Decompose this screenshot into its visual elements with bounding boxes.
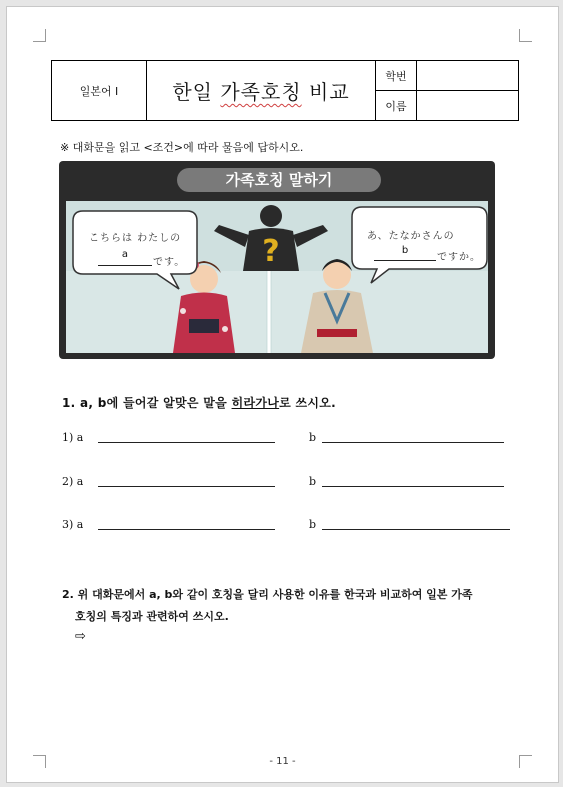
answer-arrow-icon: ⇨ <box>75 629 86 644</box>
crop-mark-top-right <box>519 29 532 42</box>
bubble-right-line2: ですか。 <box>437 252 481 263</box>
question-1-pre: 1. a, b에 들어갈 알맞은 말을 <box>62 396 232 410</box>
blank-a: a <box>98 247 152 266</box>
title-prefix: 한일 <box>172 80 221 104</box>
worksheet-header-table <box>51 60 519 121</box>
answer-row-1-a-line[interactable] <box>98 441 275 443</box>
student-id-label: 학번 <box>385 69 407 83</box>
answer-row-3-b-line[interactable] <box>322 528 510 530</box>
name-field[interactable] <box>417 91 519 121</box>
student-id-field[interactable] <box>417 61 519 91</box>
name-label-cell <box>376 91 417 121</box>
title-suffix: 비교 <box>301 80 350 104</box>
title-cell <box>147 61 376 121</box>
question-2-line1: 2. 위 대화문에서 a, b와 같이 호칭을 달리 사용한 이유를 한국과 비교하여 일본 가족 <box>62 588 473 601</box>
answer-row-2-b-line[interactable] <box>322 485 504 487</box>
question-1-underlined: 히라가나 <box>231 396 280 410</box>
answer-row-2-a-line[interactable] <box>98 485 275 487</box>
subject-cell <box>52 61 147 121</box>
answer-row-1-b-line[interactable] <box>322 441 504 443</box>
answer-row-2-a-label: 2) a <box>62 475 84 488</box>
question-2-line2: 호칭의 특징과 관련하여 쓰시오. <box>75 610 229 623</box>
student-id-label-cell <box>376 61 417 91</box>
page-number: - 11 - <box>269 756 296 767</box>
question-2 <box>62 584 517 628</box>
title-wavy-word: 가족호칭 <box>220 80 302 104</box>
answer-row-1-a-label: 1) a <box>62 431 84 444</box>
illustration-banner: 가족호칭 말하기 <box>177 168 381 192</box>
silhouette-head <box>260 205 282 227</box>
crop-mark-top-left <box>33 29 46 42</box>
bubble-right-line1: あ、たなかさんの <box>367 231 455 242</box>
bubble-left-line2: です。 <box>153 257 186 268</box>
answer-row-3-b-label: b <box>309 518 317 531</box>
answer-row-2-b-label: b <box>309 475 317 488</box>
answer-row-3-a-label: 3) a <box>62 518 84 531</box>
instruction-text: ※ 대화문을 읽고 <조건>에 따라 물음에 답하시오. <box>60 141 304 154</box>
subject-label: 일본어 I <box>79 84 119 98</box>
bubble-left-line1: こちらは わたしの <box>89 233 182 244</box>
question-1 <box>62 394 336 411</box>
document-page <box>6 6 559 783</box>
question-1-post: 로 쓰시오. <box>279 396 337 410</box>
answer-row-3-a-line[interactable] <box>98 528 275 530</box>
answer-row-1-b-label: b <box>309 431 317 444</box>
blank-b: b <box>374 243 436 261</box>
question-mark-icon: ? <box>262 234 280 269</box>
name-label: 이름 <box>385 99 407 113</box>
